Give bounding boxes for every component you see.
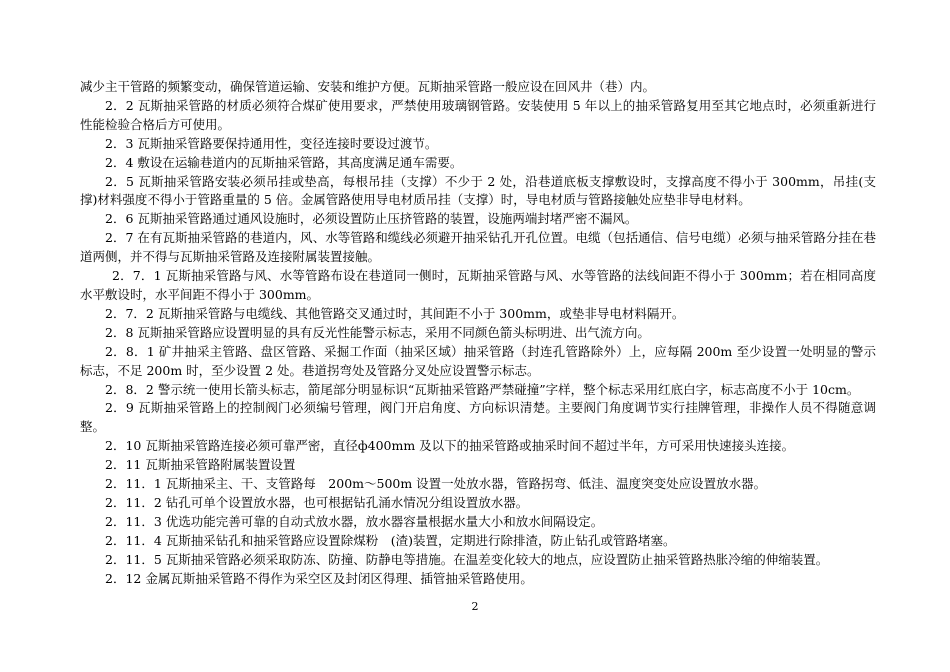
clause-2-7-2: 2．7．2 瓦斯抽采管路与电缆线、其他管路交叉通过时，其间距不小于 300mm，或垫非导电材料隔开。 bbox=[105, 305, 685, 321]
clause-2-11: 2．11 瓦斯抽采管路附属装置设置 bbox=[105, 457, 296, 473]
clause-2-5: 2．5 瓦斯抽采管路安装必须吊挂或垫高，每根吊挂（支撑）不少于 2 处，沿巷道底板支撑敷设时，支撑高度不得小于 300mm，吊挂(支撑)材料强度不得小于管路重量的 5 倍。金属管路使用导电材质吊挂（支撑）时，导电材质与管路接触处应垫非导电材料。 bbox=[80, 173, 876, 208]
clause-2-7-1: 2．7．1 瓦斯抽采管路与风、水等管路布设在巷道同一侧时，瓦斯抽采管路与风、水等管路的法线间距不得小于 300mm；若在相同高度水平敷设时，水平间距不得小于 300mm。 bbox=[80, 268, 876, 302]
clause-2-8-2: 2．8．2 警示统一使用长箭头标志，箭尾部分明显标识“瓦斯抽采管路严禁碰撞”字样，整个标志采用红底白字，标志高度不小于 10cm。 bbox=[105, 381, 860, 397]
clause-2-4: 2．4 敷设在运输巷道内的瓦斯抽采管路，其高度满足通车需要。 bbox=[105, 154, 463, 170]
clause-2-10: 2．10 瓦斯抽采管路连接必须可靠严密，直径ф400mm 及以下的抽采管路或抽采时间不超过半年，方可采用快速接头连接。 bbox=[105, 438, 795, 454]
page-number: 2 bbox=[471, 600, 479, 613]
clause-2-8: 2．8 瓦斯抽采管路应设置明显的具有反光性能警示标志，采用不同颜色箭头标明进、出气流方向。 bbox=[105, 324, 650, 340]
clause-2-11-1: 2．11．1 瓦斯抽采主、干、支管路每 200m～500m 设置一处放水器，管路拐弯、低洼、温度突变处应设置放水器。 bbox=[105, 476, 767, 492]
clause-2-7: 2．7 在有瓦斯抽采管路的巷道内，风、水等管路和缆线必须避开抽采钻孔开孔位置。电缆（包括通信、信号电缆）必须与抽采管路分挂在巷道两侧，并不得与瓦斯抽采管路及连接附属装置接触。 bbox=[80, 230, 876, 265]
clause-2-3: 2．3 瓦斯抽采管路要保持通用性，变径连接时要设过渡节。 bbox=[105, 135, 438, 151]
clause-2-11-3: 2．11．3 优选功能完善可靠的自动式放水器，放水器容量根据水量大小和放水间隔设定。 bbox=[105, 513, 604, 529]
clause-2-2: 2．2 瓦斯抽采管路的材质必须符合煤矿使用要求，严禁使用玻璃钢管路。安装使用 5 年以上的抽采管路复用至其它地点时，必须重新进行性能检验合格后方可使用。 bbox=[80, 97, 876, 132]
clause-2-6: 2．6 瓦斯抽采管路通过通风设施时，必须设置防止压挤管路的装置，设施两端封堵严密不漏风。 bbox=[105, 211, 638, 227]
clause-2-9: 2．9 瓦斯抽采管路上的控制阀门必须编号管理，阀门开启角度、方向标识清楚。主要阀门角度调节实行挂牌管理，非操作人员不得随意调整。 bbox=[80, 400, 876, 435]
clause-2-11-4: 2．11．4 瓦斯抽采钻孔和抽采管路应设置除煤粉 (渣)装置，定期进行除排渣，防止钻孔或管路堵塞。 bbox=[105, 532, 676, 548]
paragraph-continuation: 减少主干管路的频繁变动，确保管道运输、安装和维护方便。瓦斯抽采管路一般应设在回风井（巷）内。 bbox=[80, 79, 656, 94]
clause-2-11-5: 2．11．5 瓦斯抽采管路必须采取防冻、防撞、防静电等措施。在温差变化较大的地点，应设置防止抽采管路热胀冷缩的伸缩装置。 bbox=[105, 551, 829, 567]
clause-2-12: 2．12 金属瓦斯抽采管路不得作为采空区及封闭区得理、插管抽采管路使用。 bbox=[105, 570, 533, 586]
clause-2-8-1: 2．8．1 矿井抽采主管路、盘区管路、采掘工作面（抽采区域）抽采管路（封连孔管路除外）上，应每隔 200m 至少设置一处明显的警示标志，不足 200m 时，至少设置 2 处。巷道拐弯处及管路分叉处应设置警示标志。 bbox=[80, 343, 876, 378]
clause-2-11-2: 2．11．2 钻孔可单个设置放水器，也可根据钻孔涌水情况分组设置放水器。 bbox=[105, 494, 529, 510]
document-body bbox=[80, 78, 876, 588]
